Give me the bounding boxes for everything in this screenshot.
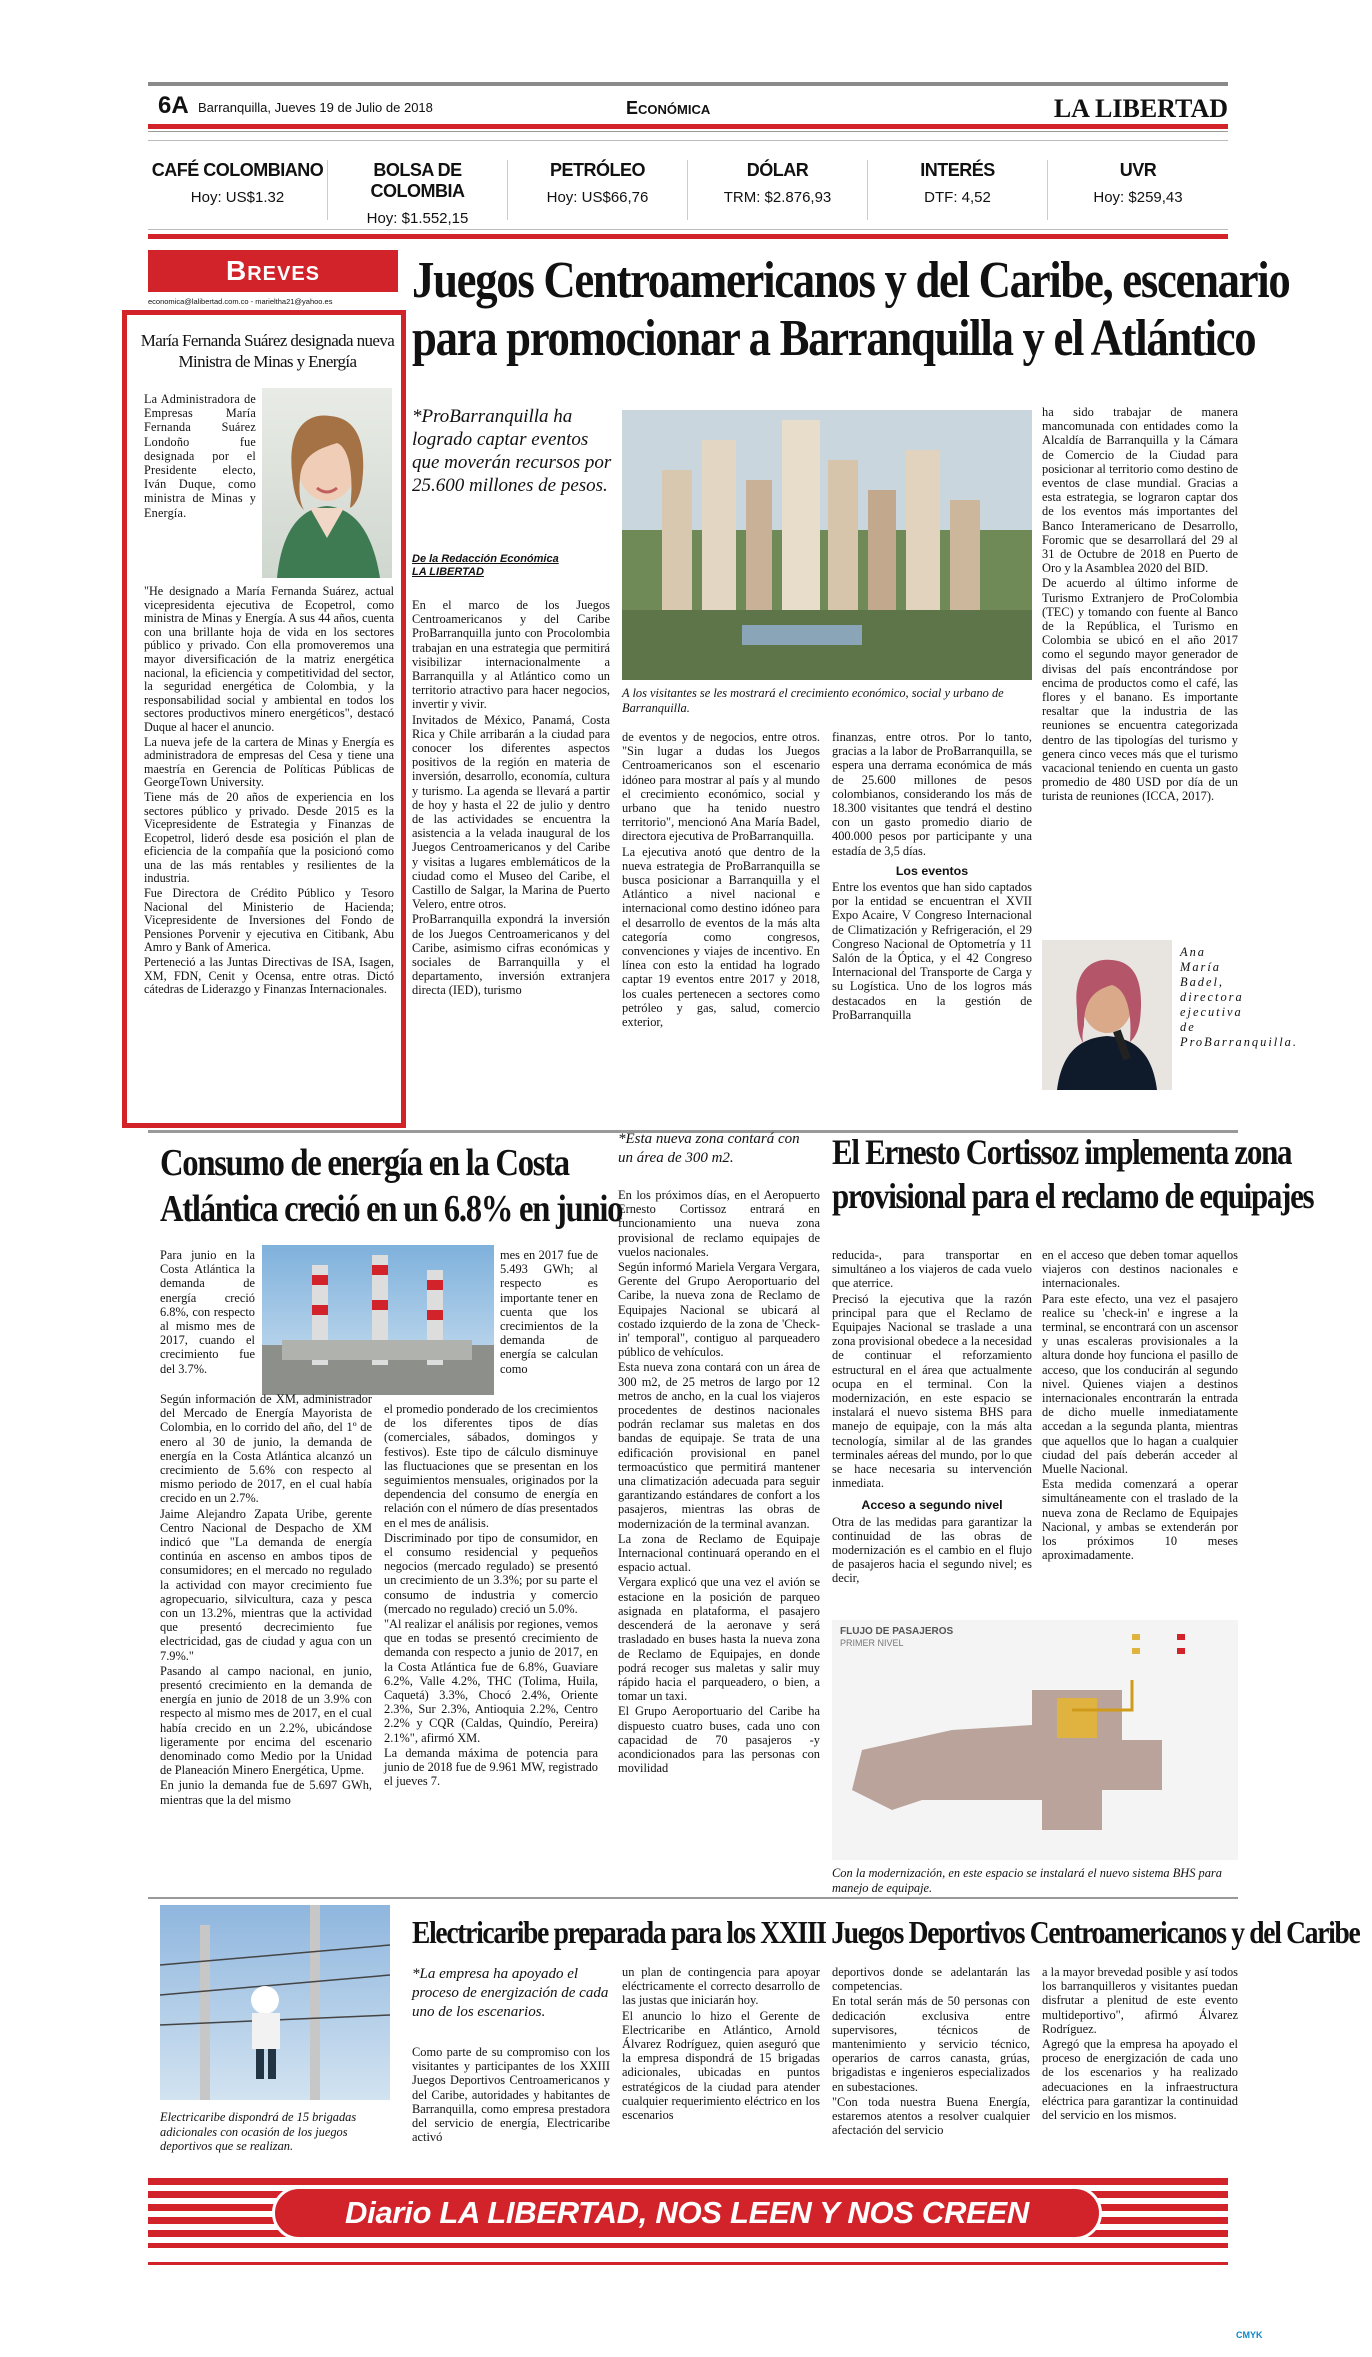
minister-photo	[262, 388, 392, 578]
juegos-paragraph: ProBarranquilla expondrá la inversión de los Juegos Centroamericanos y del Caribe, asimismo cifras económicas y sociales de Barranquilla y el departamento, inversión extranjera directa (IED), turismo	[412, 912, 610, 998]
cortissoz-paragraph: El Grupo Aeroportuario del Caribe ha dispuesto cuatro buses, cada uno con capacidad de 70 pasajeros -y acondicionados para las personas con movilidad	[618, 1704, 820, 1776]
indicator-value: DTF: 4,52	[924, 189, 991, 206]
consumo-paragraph: Pasando al campo nacional, en junio, presentó crecimiento en la demanda de energía en junio de 2018 de un 3.9% con respecto al mismo mes de 2017, en el cual había crecido en un 2.2%, ubicándose ligeramente por encima del escenario denominado como Medio por la Unidad de Planeación Minero Energética, Upme.	[160, 1663, 372, 1778]
juegos-title-line: para promocionar a Barranquilla y el Atlántico	[412, 310, 1256, 367]
indicator-label: CAFÉ COLOMBIANO	[151, 160, 324, 180]
cortissoz-paragraph: Esta medida comenzará a operar simultáneamente con el traslado de la nueva zona de Reclamo de Equipajes Nacional, y ambas se extenderán por los próximos 10 meses aproximadamente.	[1042, 1477, 1238, 1563]
juegos-col4	[1042, 405, 1238, 805]
cortissoz-paragraph: En los próximos días, en el Aeropuerto Ernesto Cortissoz entrará en funcionamiento una nueva zona provisional de reclamo equipajes de vuelos nacionales.	[618, 1188, 820, 1259]
consumo-paragraph: "Al realizar el análisis por regiones, vemos que en todas se presentó crecimiento de demanda con respecto a junio de 2017, en la Costa Atlántica fue de 6.8%, Guaviare 6.2%, Valle 4.2%, THC (Tolima, Huila, Caquetá) 3.3%, Chocó 2.4%, Oriente 2.3%, Sur 2.3%, Antioquia 2.2%, Centro 2.2% y CQR (Caldas, Quindío, Pereira) 2.1%", afirmó XM.	[384, 1617, 598, 1745]
cortissoz-paragraph: Según informó Mariela Vergara Vergara, Gerente del Grupo Aeroportuario del Caribe, la nueva zona de Reclamo de Equipajes Nacional se ubicará al costado izquierdo de la zona de 'Check-in' temporal", contiguo al parqueadero público de vehículos.	[618, 1260, 820, 1360]
cortissoz-title	[832, 1130, 1314, 1218]
consumo-paragraph: el promedio ponderado de los crecimientos de los diferentes tipos de días (comerciales, sábados, domingos y festivos). Este tipo de cálculo disminuye las fluctuaciones que se presentan en los seguimientos mensuales, originados por la dependencia del consumo de energía en relación con el número de días presentados en el mes de análisis.	[384, 1402, 598, 1530]
indicator-bolsa	[328, 160, 508, 227]
breves-paragraph: Perteneció a las Juntas Directivas de ISA, Isagen, XM, FDN, Cenit y Ocensa, entre otras. Dictó cátedras de Liderazgo y Finanzas Internacionales.	[144, 955, 394, 997]
breves-paragraph: Fue Directora de Crédito Público y Tesoro Nacional del Ministerio de Hacienda; Vicepresidente de Inversiones del Fondo de Pensiones Porvenir y ejecutiva en Citibank, Abu Amro y Bank of America.	[144, 886, 394, 955]
header	[158, 92, 1228, 122]
map-title: FLUJO DE PASAJEROS	[840, 1626, 954, 1637]
juegos-paragraph: De acuerdo al último informe de Turismo Extranjero de ProColombia (TEC) y tomando con fuente al Banco de la República, el Turismo en Colombia se ubicó en el año 2017 como el segundo mayor generador de divisas del país encontrándose por encima de productos como el café, las flores y el banano. Es importante resaltar que la industria de las reuniones se encuentra categorizada dentro de las tipologías del turismo y genera cinco veces más que el turismo vacacional teniendo en cuenta un gasto promedio de 480 USD por día de un turista de reuniones (ICCA, 2017).	[1042, 576, 1238, 804]
banner-pill	[272, 2186, 1102, 2240]
electricaribe-lead: *La empresa ha apoyado el proceso de energización de cada uno de los escenarios.	[412, 1966, 609, 2020]
cortissoz-paragraph: reducida-, para transportar en simultáneo a los viajeros de cada vuelo que aterrice.	[832, 1248, 1032, 1291]
consumo-paragraph: En junio la demanda fue de 5.697 GWh, mientras que la del mismo	[160, 1778, 372, 1807]
header-red-rule	[148, 124, 1228, 129]
cmyk-mark: CMYK	[1236, 2330, 1263, 2340]
breves-label	[148, 250, 398, 292]
consumo-title-line: Consumo de energía en la Costa	[160, 1142, 569, 1184]
newspaper-name: LA LIBERTAD	[1053, 94, 1228, 123]
breves-text	[144, 585, 394, 998]
page-number: 6A	[158, 92, 189, 119]
juegos-title-line: Juegos Centroamericanos y del Caribe, escenario	[412, 252, 1290, 309]
electricaribe-paragraph: deportivos donde se adelantarán las competencias.	[832, 1965, 1030, 1994]
electricaribe-col3	[832, 1965, 1030, 2138]
cortissoz-paragraph: Precisó la ejecutiva que la razón principal para que el Reclamo de Equipajes Nacional se traslade a una zona provisional obedece a la necesidad de continuar el reforzamiento estructural en el área que actualmente ocupa en el terminal. Con la modernización, en este espacio se instalará el nuevo sistema BHS para manejo de equipaje, con la más alta tecnología, similar al de las grandes terminales aéreas del mundo, por lo que se hace necesaria su intervención inmediata.	[832, 1291, 1032, 1491]
cortissoz-paragraph: Esta nueva zona contará con un área de 300 m2, de 25 metros de largo por 12 metros de ancho, en la cual los viajeros procedentes de destinos nacionales podrán reclamar sus maletas en dos bandas de equipaje. Se trata de una edificación provisional en panel termoacústico que permitirá mantener una climatización adecuada para seguir garantizando estándares de confort a los pasajeros, mientras las obras de modernización de la terminal avanzan.	[618, 1360, 820, 1531]
breves-paragraph: "He designado a María Fernanda Suárez, actual vicepresidenta ejecutiva de Ecopetrol, como ministra de Minas y Energía. A sus 44 años, cuenta con una brillante hoja de vida en los sectores público y privado. Con ella promoveremos una mayor diversificación de la matriz energética nacional, la eficiencia y competitividad del sector, la seguridad energética de Colombia, y la responsabilidad social y ambiental en todos los sectores productivos minero energéticos", destacó Duque al hacer el anuncio.	[144, 584, 394, 734]
indicator-label: INTERÉS	[920, 160, 995, 180]
indicator-value: Hoy: $259,43	[1093, 189, 1183, 206]
indicator-label: BOLSA DE COLOMBIA	[370, 160, 465, 201]
electricaribe-paragraph: Como parte de su compromiso con los visitantes y participantes de los XXIII Juegos Deportivos Centroamericanos y del Caribe, autoridades y habitantes de Barranquilla, como empresa prestadora del servicio de energía, Electricaribe activó	[412, 2045, 610, 2145]
juegos-paragraph: finanzas, entre otros. Por lo tanto, gracias a la labor de ProBarranquilla, se espera una derrama económica de más de 25.600 millones de pesos colombianos, considerando los más de 18.300 visitantes que tendrá el destino con un gasto promedio diario de 400.000 pesos por participante y una estadía de 3,5 días.	[832, 730, 1032, 858]
indicator-interes	[868, 160, 1048, 220]
cortissoz-subhead: Acceso a segundo nivel	[861, 1498, 1003, 1513]
juegos-paragraph: Entre los eventos que han sido captados por la entidad se encuentran el XVII Expo Acaire, V Congreso Internacional de Climatización y Refrigeración, el 29 Congreso Nacional de Optometría y 11 Salón de la Óptica, y el 42 Congreso Internacional del Transporte de Carga y su Logística. Uno de los logros más destacados en la gestión de ProBarranquilla	[832, 880, 1032, 1022]
breves-label-text: Breves	[225, 255, 321, 286]
electricaribe-paragraph: a la mayor brevedad posible y así todos los barranquilleros y visitantes puedan disfrutar a plenitud de este evento multideportivo", afirmó Álvarez Rodríguez.	[1042, 1965, 1238, 2036]
banner-text: Diario LA LIBERTAD, NOS LEEN Y NOS CREEN	[345, 2195, 1029, 2230]
indicator-cafe	[148, 160, 328, 220]
cortissoz-paragraph: Otra de las medidas para garantizar la continuidad de las obras de modernización es el cambio en el flujo de pasajeros hacia el segundo nivel; es decir,	[832, 1514, 1032, 1586]
consumo-col2	[384, 1402, 598, 1789]
juegos-lead: *ProBarranquilla ha logrado captar eventos que moverán recursos por 25.600 millones de pesos.	[412, 406, 612, 496]
section-name: Económica	[626, 98, 711, 118]
byline-line: De la Redacción Económica	[412, 553, 559, 565]
breves-paragraph: La nueva jefe de la cartera de Minas y Energía es administradora de empresas del Cesa y tiene una maestría en Gerencia de Políticas Públicas de GeorgeTown University.	[144, 734, 394, 790]
indicator-value: Hoy: US$1.32	[190, 189, 285, 206]
header-thin-rule	[148, 131, 1228, 132]
breves-paragraph: Tiene más de 20 años de experiencia en los sectores público y privado. Desde 2015 es la Vicepresidente de Estrategia y Finanzas de Ecopetrol, lideró desde esa posición el plan de eficiencia de la compañía que la posicionó como una de las más rentables y resilientes de la industria.	[144, 789, 394, 886]
power-plant-photo	[262, 1245, 494, 1395]
juegos-photo-caption: A los visitantes se les mostrará el crecimiento económico, social y urbano de Barranquilla.	[622, 686, 1004, 715]
badel-photo	[1042, 940, 1172, 1090]
indicator-value: Hoy: US$66,76	[546, 189, 649, 206]
electricaribe-photo	[160, 1905, 390, 2100]
juegos-paragraph: En el marco de los Juegos Centroamericanos y del Caribe ProBarranquilla junto con Procolombia trabajan en una estrategia que permitirá visibilizar internacionalmente a Barranquilla y al Atlántico como un territorio atractivo para hacer negocios, invertir y vivir.	[412, 598, 610, 712]
juegos-paragraph: ha sido trabajar de manera mancomunada con entidades como la Alcaldía de Barranquilla y la Cámara de Comercio de la Ciudad para posicionar al territorio como destino de eventos de clase mundial. Gracias a esta estrategia, se lograron captar dos de los eventos más importantes del Banco Interamericano de Desarrollo, Foromic que se desarrollará del 29 al 31 de Octubre de 2018 en Puerto de Oro y la Asamblea 2020 del BID.	[1042, 405, 1238, 576]
indicators-red-rule	[148, 234, 1228, 239]
electricaribe-paragraph: El anuncio lo hizo el Gerente de Electricaribe en Atlántico, Arnold Álvarez Rodríguez, quien aseguró que la empresa dispondrá de 15 brigadas adicionales, ubicadas en puntos estratégicos de la ciudad para atender cualquier requerimiento eléctrico en los escenarios	[622, 2008, 820, 2123]
cortissoz-lead: *Esta nueva zona contará con un área de 300 m2.	[618, 1131, 800, 1166]
barranquilla-photo	[622, 410, 1032, 680]
cortissoz-col1	[618, 1188, 820, 1776]
juegos-subhead: Los eventos	[895, 863, 969, 878]
breves-title: María Fernanda Suárez designada nueva Ministra de Minas y Energía	[140, 331, 395, 371]
electricaribe-paragraph: En total serán más de 50 personas con dedicación exclusiva entre supervisores, técnicos de mantenimiento y servicio técnico, operarios de carros canasta, grúas, brigadistas e ingenieros especializados en subestaciones.	[832, 1994, 1030, 2094]
cortissoz-paragraph: Para este efecto, una vez el pasajero realice su 'check-in' e ingrese a la terminal, se encontrará con un ascensor y unas escaleras provisionales a la altura donde hoy funciona el pasillo de acceso, que los conducirán al segundo nivel. Quienes viajen a destinos internacionales encontrarán la entrada de dicho muelle inmediatamente accedan a la segunda planta, mientras que aquellos que lo hagan a cualquier ciudad del país deberán acceder al Muelle Nacional.	[1042, 1291, 1238, 1477]
juegos-col1	[412, 598, 610, 999]
consumo-col1-top: Para junio en la Costa Atlántica la demanda de energía creció 6.8%, con respecto al mismo mes de 2017, cuando el crecimiento fue del 3.7%.	[160, 1248, 255, 1376]
electricaribe-col2	[622, 1965, 820, 2123]
juegos-byline	[412, 553, 559, 579]
electricaribe-col1	[412, 2045, 610, 2145]
electricaribe-photo-caption: Electricaribe dispondrá de 15 brigadas adicionales con ocasión de los juegos deportivos que se realizan.	[160, 2110, 357, 2153]
electricaribe-title	[412, 1912, 1362, 1952]
breves-paragraph: La Administradora de Empresas María Fernanda Suárez Londoño fue designada por el Presidente electo, Iván Duque, como ministra de Minas y Energía.	[144, 392, 256, 520]
flujo-map	[832, 1620, 1238, 1860]
juegos-title	[412, 252, 1372, 368]
cortissoz-bottom-rule	[148, 1897, 1238, 1899]
indicator-label: UVR	[1119, 160, 1157, 180]
bottom-rule	[148, 2262, 1228, 2265]
indicator-label: DÓLAR	[746, 160, 809, 180]
juegos-paragraph: de eventos y de negocios, entre otros. "Sin lugar a dudas los Juegos Centroamericanos son el escenario idóneo para mostrar al país y al mundo el crecimiento económico, social y urbano que ha tenido nuestro territorio", mencionó Ana María Badel, directora ejecutiva de ProBarranquilla.	[622, 730, 820, 844]
byline-line: LA LIBERTAD	[412, 566, 484, 578]
juegos-col2	[622, 730, 820, 1030]
consumo-paragraph: La demanda máxima de potencia para junio de 2018 fue de 9.961 MW, registrado el jueves 7.	[384, 1745, 598, 1789]
cortissoz-title-line: provisional para el reclamo de equipajes	[832, 1176, 1314, 1216]
cortissoz-paragraph: Vergara explicó que una vez el avión se estacione en la posición de parqueo asignada en plataforma, el pasajero descenderá de la aeronave y será trasladado en buses hasta la nueva zona de Reclamo de Equipajes, en donde podrá recoger sus maletas y salir muy rápido hacia el parqueadero, o bien, a tomar un taxi.	[618, 1575, 820, 1704]
juegos-paragraph: Invitados de México, Panamá, Costa Rica y Chile arribarán a la ciudad para conocer los diferentes aspectos positivos de la región en materia de inversión, desarrollo, economía, cultura y turismo. La agenda se llevará a partir de hoy y hasta el 22 de julio y dentro de las actividades se encuentra la asistencia a la velada inaugural de los Juegos Centroamericanos y del Caribe y visitas a lugares emblemáticos de la ciudad como el Museo del Caribe, el Castillo de Salgar, la Marina de Puerto Velero, entre otros.	[412, 712, 610, 912]
cortissoz-col3	[1042, 1248, 1238, 1563]
electricaribe-col4	[1042, 1965, 1238, 2123]
electricaribe-paragraph: Agregó que la empresa ha apoyado el proceso de energización de cada uno de los escenarios y ha realizado adecuaciones en la infraestructura eléctrica para garantizar la continuidad del servicio en los mismos.	[1042, 2037, 1238, 2123]
cortissoz-paragraph: en el acceso que deben tomar aquellos viajeros con destinos nacionales e internacionales.	[1042, 1248, 1238, 1291]
breves-text-top	[144, 392, 256, 521]
consumo-col1	[160, 1392, 372, 1808]
indicator-value: Hoy: $1.552,15	[366, 210, 469, 227]
consumo-col2-top: mes en 2017 fue de 5.493 GWh; al respecto es importante tener en cuenta que los crecimientos de la demanda de energía se calculan como	[500, 1248, 598, 1376]
cortissoz-paragraph: La zona de Reclamo de Equipaje Internacional continuará operando en el espacio actual.	[618, 1531, 820, 1575]
cortissoz-title-line: El Ernesto Cortissoz implementa zona	[832, 1132, 1292, 1172]
indicator-petroleo	[508, 160, 688, 220]
breves-emails: economica@lalibertad.com.co - marieltha21@yahoo.es	[148, 297, 333, 306]
indicator-label: PETRÓLEO	[549, 160, 645, 180]
juegos-paragraph: La ejecutiva anotó que dentro de la nueva estrategia de ProBarranquilla se busca posicionar a Barranquilla y el Atlántico a nivel nacional e internacional como destino idóneo para el desarrollo de eventos de la más alta categoría como congresos, convenciones y viajes de incentivo. En línea con esto la entidad ha logrado captar 19 eventos entre 2017 y 2018, los cuales pertenecen a sectores como petróleo y gas, salud, comercio exterior,	[622, 844, 820, 1030]
consumo-title-line: Atlántica creció en un 6.8% en junio	[160, 1188, 623, 1230]
electricaribe-paragraph: "Con toda nuestra Buena Energía, estaremos atentos a resolver cualquier afectación del servicio	[832, 2094, 1030, 2138]
consumo-paragraph: Según información de XM, administrador del Mercado de Energía Mayorista de Colombia, en lo corrido del año, del 1º de enero al 30 de junio, la demanda de energía en la Costa Atlántica alcanzó un crecimiento de 5.6% con respecto al mismo periodo de 2017, en el cual había crecido en un 2.7%.	[160, 1392, 372, 1506]
cortissoz-col2	[832, 1248, 1032, 1587]
consumo-paragraph: Discriminado por tipo de consumidor, en el consumo residencial y pequeños negocios (mercado regulado) se presentó un crecimiento de un 3.3%; por su parte el consumo de industria y comercio (mercado no regulado) creció un 5.0%.	[384, 1530, 598, 1616]
place-date: Barranquilla, Jueves 19 de Julio de 2018	[198, 100, 433, 115]
top-rule	[148, 82, 1228, 86]
indicator-value: TRM: $2.876,93	[723, 189, 832, 206]
indicator-uvr	[1048, 160, 1228, 220]
map-caption: Con la modernización, en este espacio se instalará el nuevo sistema BHS para manejo de equipaje.	[832, 1866, 1222, 1895]
badel-caption: Ana María Badel, directora ejecutiva de ProBarranquilla.	[1180, 945, 1298, 1049]
electricaribe-paragraph: un plan de contingencia para apoyar eléctricamente el correcto desarrollo de las justas que iniciarán hoy.	[622, 1965, 820, 2008]
electricaribe-title-text: Electricaribe preparada para los XXIII Juegos Deportivos Centroamericanos y del Caribe	[412, 1914, 1360, 1950]
map-subtitle: PRIMER NIVEL	[840, 1638, 904, 1648]
indicator-dolar	[688, 160, 868, 220]
consumo-title	[160, 1140, 640, 1232]
consumo-paragraph: Jaime Alejandro Zapata Uribe, gerente Centro Nacional de Despacho de XM indicó que "La demanda de energía continúa en ascenso en ambos tipos de consumidores; en el mercado no regulado la actividad con mayor crecimiento fue agropecuario, silvicultura, caza y pesca con un 13.2%, mientras que la actividad que presentó decrecimiento fue electricidad, gas de ciudad y agua con un 7.9%."	[160, 1506, 372, 1663]
juegos-col3	[832, 730, 1032, 1023]
